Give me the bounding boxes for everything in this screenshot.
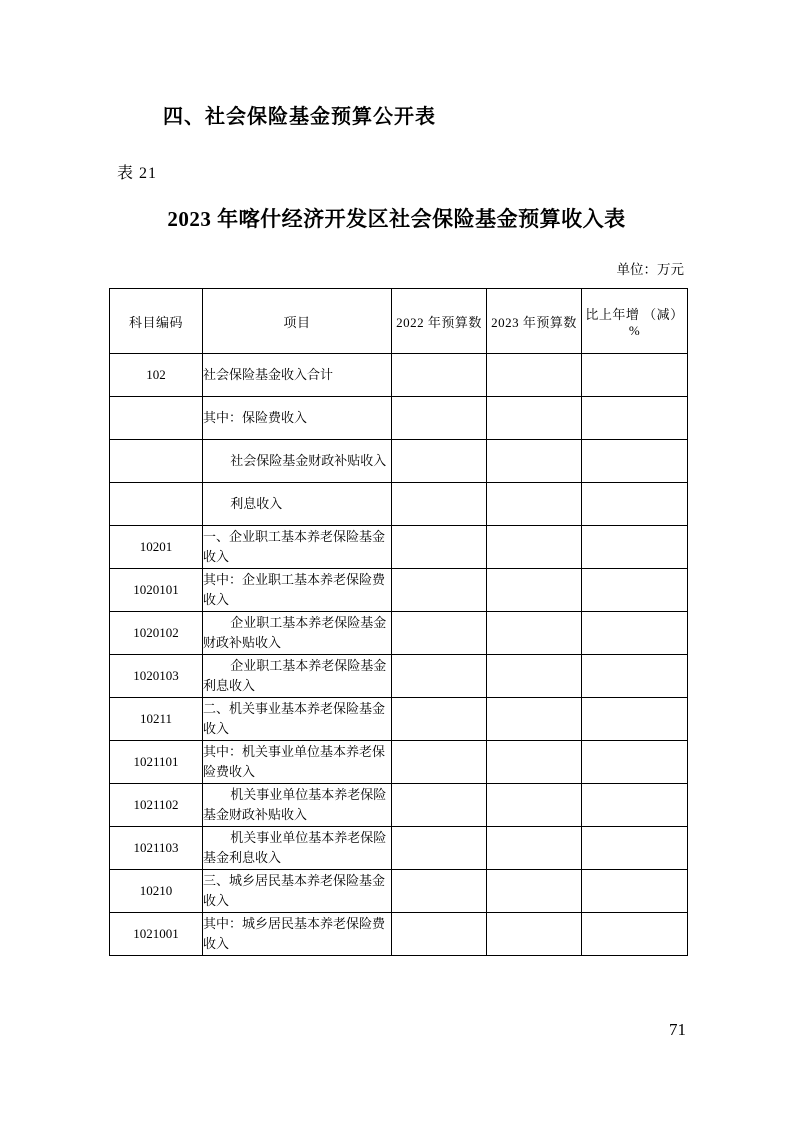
column-header-2023: 2023 年预算数 bbox=[487, 289, 582, 354]
cell-2023-budget bbox=[487, 741, 582, 784]
cell-2023-budget bbox=[487, 526, 582, 569]
cell-2023-budget bbox=[487, 698, 582, 741]
cell-2023-budget bbox=[487, 354, 582, 397]
cell-2023-budget bbox=[487, 569, 582, 612]
cell-code: 102 bbox=[110, 354, 203, 397]
cell-2022-budget bbox=[392, 870, 487, 913]
cell-change-percent bbox=[582, 784, 688, 827]
table-row bbox=[110, 913, 688, 956]
cell-2022-budget bbox=[392, 827, 487, 870]
cell-code: 1021102 bbox=[110, 784, 203, 827]
cell-change-percent bbox=[582, 870, 688, 913]
cell-2022-budget bbox=[392, 397, 487, 440]
cell-2023-budget bbox=[487, 397, 582, 440]
cell-2022-budget bbox=[392, 354, 487, 397]
cell-code: 10211 bbox=[110, 698, 203, 741]
cell-2023-budget bbox=[487, 913, 582, 956]
cell-change-percent bbox=[582, 440, 688, 483]
cell-2023-budget bbox=[487, 870, 582, 913]
cell-code bbox=[110, 397, 203, 440]
table-row bbox=[110, 784, 688, 827]
table-row bbox=[110, 526, 688, 569]
cell-item: 企业职工基本养老保险基金利息收入 bbox=[203, 655, 392, 698]
cell-change-percent bbox=[582, 483, 688, 526]
cell-change-percent bbox=[582, 741, 688, 784]
cell-2022-budget bbox=[392, 612, 487, 655]
cell-2023-budget bbox=[487, 655, 582, 698]
cell-2022-budget bbox=[392, 698, 487, 741]
column-header-code: 科目编码 bbox=[110, 289, 203, 354]
page-title: 2023 年喀什经济开发区社会保险基金预算收入表 bbox=[167, 207, 626, 231]
cell-2022-budget bbox=[392, 741, 487, 784]
table-label: 表 21 bbox=[117, 165, 158, 182]
cell-change-percent bbox=[582, 354, 688, 397]
cell-change-percent bbox=[582, 913, 688, 956]
table-row bbox=[110, 612, 688, 655]
cell-2022-budget bbox=[392, 483, 487, 526]
cell-item: 三、城乡居民基本养老保险基金收入 bbox=[203, 870, 392, 913]
cell-code: 10201 bbox=[110, 526, 203, 569]
cell-item: 机关事业单位基本养老保险基金财政补贴收入 bbox=[203, 784, 392, 827]
cell-item: 机关事业单位基本养老保险基金利息收入 bbox=[203, 827, 392, 870]
cell-2022-budget bbox=[392, 440, 487, 483]
cell-2022-budget bbox=[392, 655, 487, 698]
cell-code: 1021103 bbox=[110, 827, 203, 870]
page-number: 71 bbox=[669, 1020, 686, 1039]
cell-item: 利息收入 bbox=[203, 483, 392, 526]
table-row bbox=[110, 483, 688, 526]
cell-2023-budget bbox=[487, 612, 582, 655]
cell-code bbox=[110, 440, 203, 483]
cell-change-percent bbox=[582, 612, 688, 655]
cell-item: 社会保险基金财政补贴收入 bbox=[203, 440, 392, 483]
table-row bbox=[110, 870, 688, 913]
cell-2022-budget bbox=[392, 526, 487, 569]
cell-change-percent bbox=[582, 397, 688, 440]
cell-2022-budget bbox=[392, 913, 487, 956]
table-row bbox=[110, 569, 688, 612]
table-row bbox=[110, 741, 688, 784]
cell-change-percent bbox=[582, 827, 688, 870]
budget-table bbox=[109, 288, 688, 956]
cell-change-percent bbox=[582, 526, 688, 569]
cell-item: 其中：机关事业单位基本养老保险费收入 bbox=[203, 741, 392, 784]
table-row bbox=[110, 655, 688, 698]
cell-item: 社会保险基金收入合计 bbox=[203, 354, 392, 397]
column-header-change: 比上年增 （减）% bbox=[582, 289, 688, 354]
cell-2022-budget bbox=[392, 784, 487, 827]
cell-item: 企业职工基本养老保险基金财政补贴收入 bbox=[203, 612, 392, 655]
cell-change-percent bbox=[582, 698, 688, 741]
cell-code: 1021101 bbox=[110, 741, 203, 784]
cell-2023-budget bbox=[487, 784, 582, 827]
cell-code: 1020102 bbox=[110, 612, 203, 655]
table-row bbox=[110, 440, 688, 483]
cell-2023-budget bbox=[487, 440, 582, 483]
cell-code: 1020101 bbox=[110, 569, 203, 612]
cell-item: 其中：保险费收入 bbox=[203, 397, 392, 440]
cell-code: 1020103 bbox=[110, 655, 203, 698]
cell-item: 二、机关事业基本养老保险基金收入 bbox=[203, 698, 392, 741]
section-heading: 四、社会保险基金预算公开表 bbox=[163, 106, 436, 128]
cell-item: 其中：城乡居民基本养老保险费收入 bbox=[203, 913, 392, 956]
cell-code: 10210 bbox=[110, 870, 203, 913]
cell-code bbox=[110, 483, 203, 526]
cell-item: 其中：企业职工基本养老保险费收入 bbox=[203, 569, 392, 612]
cell-2022-budget bbox=[392, 569, 487, 612]
column-header-item: 项目 bbox=[203, 289, 392, 354]
table-header-row bbox=[110, 289, 688, 354]
table-row bbox=[110, 827, 688, 870]
cell-2023-budget bbox=[487, 483, 582, 526]
table-row bbox=[110, 698, 688, 741]
cell-item: 一、企业职工基本养老保险基金收入 bbox=[203, 526, 392, 569]
unit-note: 单位：万元 bbox=[616, 262, 684, 277]
column-header-2022: 2022 年预算数 bbox=[392, 289, 487, 354]
table-row bbox=[110, 354, 688, 397]
cell-2023-budget bbox=[487, 827, 582, 870]
cell-code: 1021001 bbox=[110, 913, 203, 956]
table-row bbox=[110, 397, 688, 440]
cell-change-percent bbox=[582, 569, 688, 612]
cell-change-percent bbox=[582, 655, 688, 698]
